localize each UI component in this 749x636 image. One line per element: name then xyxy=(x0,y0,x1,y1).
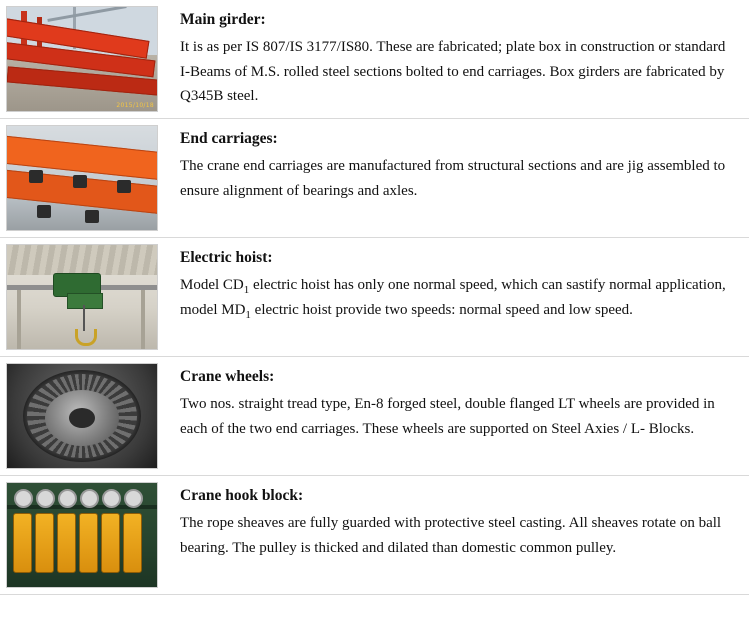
crane-hook-block-photo xyxy=(6,482,158,588)
image-cell xyxy=(0,0,172,119)
hoist-subscript-1: 1 xyxy=(243,284,250,297)
row-title-electric-hoist: Electric hoist: xyxy=(180,249,273,266)
sheave-shape xyxy=(58,489,77,508)
wire-rope-shape xyxy=(83,305,85,331)
hoist-subscript-2: 1 xyxy=(245,308,251,321)
text-cell xyxy=(172,476,749,595)
table-row xyxy=(0,476,749,595)
sheave-shape xyxy=(80,489,99,508)
table-row xyxy=(0,0,749,119)
photo-date-stamp: 2015/10/18 xyxy=(116,102,154,109)
green-electric-hoist-photo xyxy=(6,244,158,350)
wheel-bore-shape xyxy=(69,408,95,428)
hook-block-shape xyxy=(57,513,76,573)
image-cell xyxy=(0,476,172,595)
hoist-text-part-1: Model CD xyxy=(180,277,244,294)
row-body-crane-wheels: Two nos. straight tread type, En-8 forged steel, double flanged LT wheels are provided in each of the two end carriages. These wheels are supported on Steel Axies / L- Blocks. xyxy=(180,396,715,437)
row-body-end-carriages: The crane end carriages are manufactured from structural sections and are jig assembled to ensure alignment of bearings and axles. xyxy=(180,158,726,199)
crane-wheel-photo xyxy=(6,363,158,469)
row-body-electric-hoist xyxy=(180,273,737,322)
carriage-bearing-block xyxy=(73,175,87,188)
hook-block-shape xyxy=(13,513,32,573)
image-cell xyxy=(0,119,172,238)
red-box-girder-photo xyxy=(6,6,158,112)
image-cell xyxy=(0,357,172,476)
roof-structure-shape xyxy=(7,245,157,275)
orange-end-carriage-photo xyxy=(6,125,158,231)
sheave-shape xyxy=(14,489,33,508)
sheave-shape xyxy=(102,489,121,508)
carriage-bearing-block xyxy=(29,170,43,183)
hoist-drum-shape xyxy=(67,293,103,309)
hook-block-shape xyxy=(123,513,142,573)
text-cell xyxy=(172,238,749,357)
image-cell xyxy=(0,238,172,357)
carriage-bearing-block xyxy=(85,210,99,223)
column-shape xyxy=(141,290,145,349)
text-cell xyxy=(172,357,749,476)
table-row xyxy=(0,238,749,357)
row-title-crane-hook-block: Crane hook block: xyxy=(180,487,304,504)
row-title-crane-wheels: Crane wheels: xyxy=(180,368,275,385)
hoist-text-part-2: electric hoist has only one normal speed, which can sastify normal application, model MD xyxy=(180,277,726,318)
carriage-bearing-block xyxy=(117,180,131,193)
hook-block-shape xyxy=(79,513,98,573)
row-body-crane-hook-block: The rope sheaves are fully guarded with protective steel casting. All sheaves rotate on ball bearing. The pulley is thicked and dilated than domestic common pulley. xyxy=(180,515,722,556)
text-cell xyxy=(172,0,749,119)
sheave-shape xyxy=(36,489,55,508)
carriage-bearing-block xyxy=(37,205,51,218)
text-cell xyxy=(172,119,749,238)
hook-block-shape xyxy=(101,513,120,573)
sheave-shape xyxy=(124,489,143,508)
table-row xyxy=(0,119,749,238)
hook-block-shape xyxy=(35,513,54,573)
row-title-end-carriages: End carriages: xyxy=(180,130,278,147)
row-title-main-girder: Main girder: xyxy=(180,11,266,28)
hoist-text-part-3: electric hoist provide two speeds: normal speed and low speed. xyxy=(250,301,633,318)
jib-shape xyxy=(47,6,126,22)
table-row xyxy=(0,357,749,476)
row-body-main-girder: It is as per IS 807/IS 3177/IS80. These are fabricated; plate box in construction or standard I-Beams of M.S. rolled steel sections bolted to end carriages. Box girders are fabricated by Q345B steel. xyxy=(180,39,726,104)
column-shape xyxy=(17,290,21,349)
hook-shape xyxy=(75,329,97,346)
